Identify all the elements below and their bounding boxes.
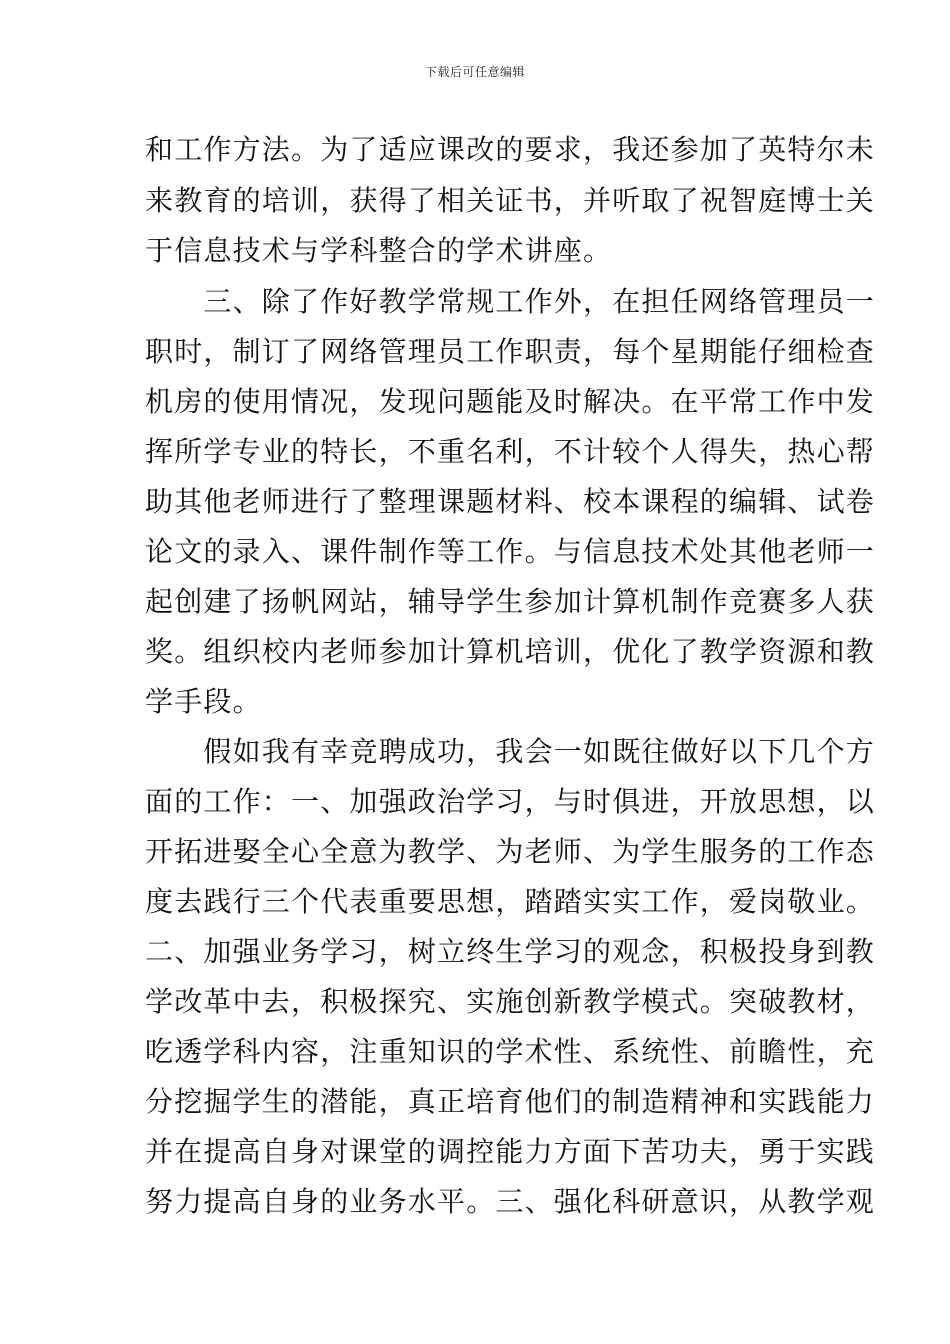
body-line: 分挖掘学生的潜能，真正培育他们的制造精神和实践能力: [145, 1085, 876, 1118]
body-line: 起创建了扬帆网站，辅导学生参加计算机制作竞赛多人获: [145, 585, 876, 618]
body-line: 机房的使用情况，发现问题能及时解决。在平常工作中发: [145, 385, 876, 418]
body-line: 并在提高自身对课堂的调控能力方面下苦功夫，勇于实践: [145, 1135, 876, 1168]
body-line: 和工作方法。为了适应课改的要求，我还参加了英特尔未: [145, 133, 876, 166]
body-line: 学手段。: [145, 685, 262, 718]
body-line: 吃透学科内容，注重知识的学术性、系统性、前瞻性，充: [145, 1035, 876, 1068]
body-line: 职时，制订了网络管理员工作职责，每个星期能仔细检查: [145, 335, 876, 368]
body-line: 二、加强业务学习，树立终生学习的观念，积极投身到教: [145, 935, 876, 968]
body-line: 学改革中去，积极探究、实施创新教学模式。突破教材，: [145, 985, 876, 1018]
body-line: 来教育的培训，获得了相关证书，并听取了祝智庭博士关: [145, 184, 876, 217]
body-line: 奖。组织校内老师参加计算机培训，优化了教学资源和教: [145, 635, 876, 668]
body-line: 挥所学专业的特长，不重名利，不计较个人得失，热心帮: [145, 435, 876, 468]
body-line: 面的工作：一、加强政治学习，与时俱进，开放思想，以: [145, 785, 876, 818]
body-line: 假如我有幸竞聘成功，我会一如既往做好以下几个方: [145, 735, 876, 768]
page-header: 下载后可任意编辑: [424, 65, 525, 79]
body-line: 论文的录入、课件制作等工作。与信息技术处其他老师一: [145, 535, 876, 568]
body-line: 开拓进娶全心全意为教学、为老师、为学生服务的工作态: [145, 835, 876, 868]
body-line: 于信息技术与学科整合的学术讲座。: [145, 234, 613, 267]
body-line: 助其他老师进行了整理课题材料、校本课程的编辑、试卷: [145, 485, 876, 518]
body-line: 三、除了作好教学常规工作外，在担任网络管理员一: [145, 285, 876, 318]
body-line: 努力提高自身的业务水平。三、强化科研意识，从教学观: [145, 1185, 876, 1218]
body-line: 度去践行三个代表重要思想，踏踏实实工作，爱岗敬业。: [145, 885, 876, 918]
